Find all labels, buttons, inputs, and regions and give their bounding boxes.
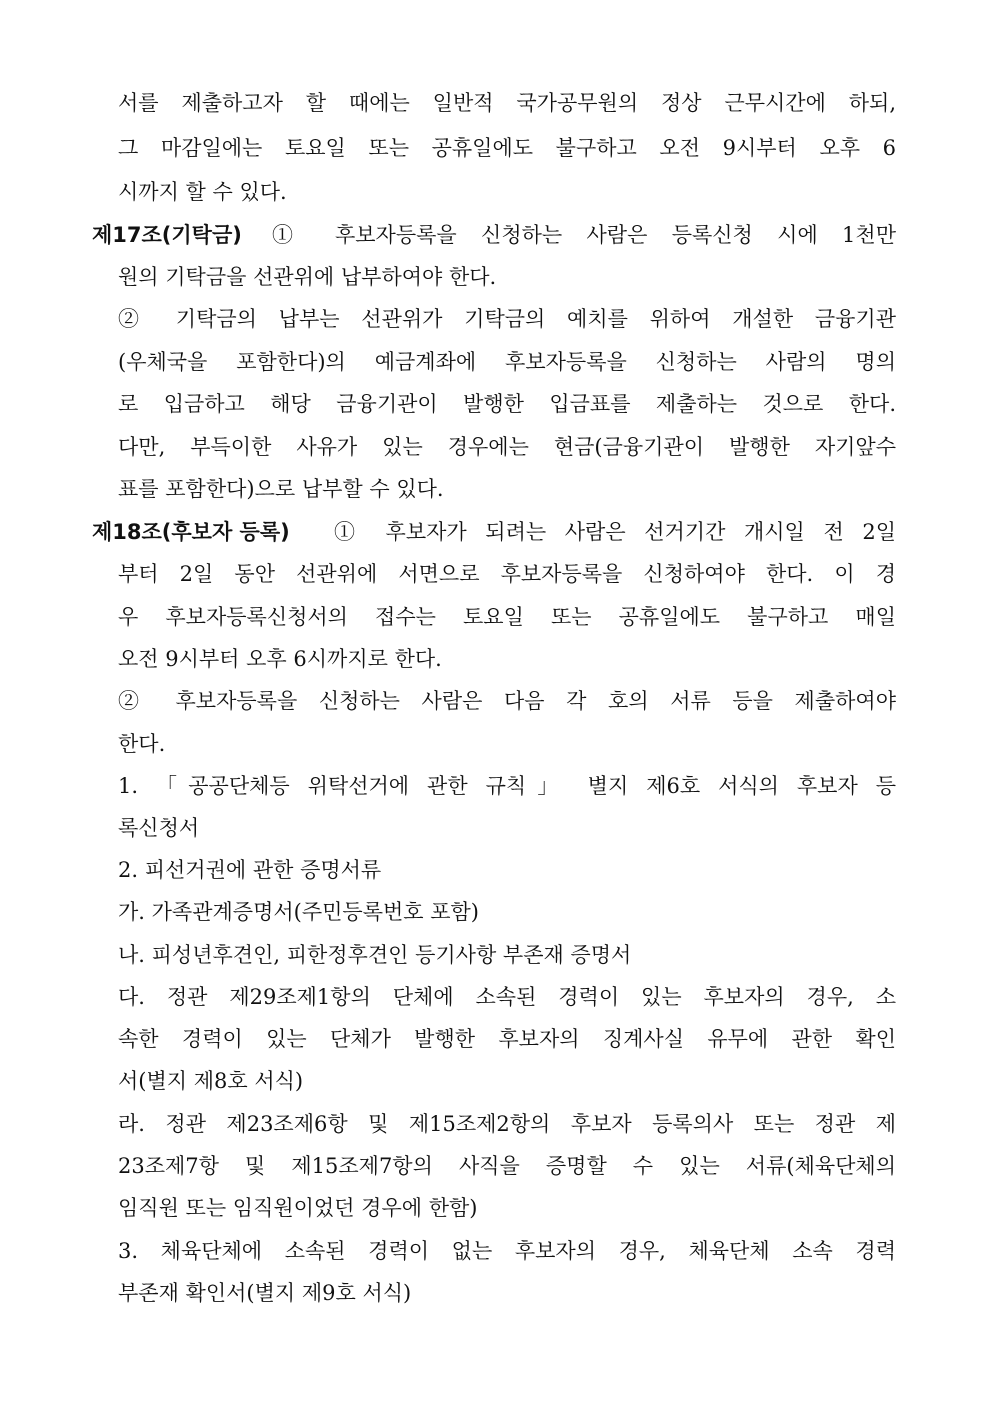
item-2-na: 나. 피성년후견인, 피한정후견인 등기사항 부존재 증명서	[118, 943, 632, 967]
article-18-heading: 제18조(후보자 등록)	[92, 520, 290, 544]
item-1-line-1: 1. 「공공단체등 위탁선거에 관한 규칙」 별지 제6호 서식의 후보자 등	[118, 774, 896, 798]
article-17-para2-line4: 다만, 부득이한 사유가 있는 경우에는 현금(금융기관이 발행한 자기앞수	[118, 435, 896, 459]
article-17-para2-line2: (우체국을 포함한다)의 예금계좌에 후보자등록을 신청하는 사람의 명의	[118, 350, 896, 374]
article-18-para1-line1: ① 후보자가 되려는 사람은 선거기간 개시일 전 2일	[334, 520, 896, 544]
item-3-line-2: 부존재 확인서(별지 제9호 서식)	[118, 1281, 412, 1305]
article-18-para2-line2: 한다.	[118, 732, 166, 756]
article-18-para2-line1: ② 후보자등록을 신청하는 사람은 다음 각 호의 서류 등을 제출하여야	[118, 689, 896, 713]
article-17-para1-line2: 원의 기탁금을 선관위에 납부하여야 한다.	[118, 265, 497, 289]
article-18-para1-line2: 부터 2일 동안 선관위에 서면으로 후보자등록을 신청하여야 한다. 이 경	[118, 562, 896, 586]
item-3-line-1: 3. 체육단체에 소속된 경력이 없는 후보자의 경우, 체육단체 소속 경력	[118, 1239, 896, 1263]
article-17-heading: 제17조(기탁금)	[92, 223, 242, 247]
article-17-para1-line1: ① 후보자등록을 신청하는 사람은 등록신청 시에 1천만	[272, 223, 896, 247]
article-18-para1-line4: 오전 9시부터 오후 6시까지로 한다.	[118, 647, 442, 671]
item-2-ra-line-1: 라. 정관 제23조제6항 및 제15조제2항의 후보자 등록의사 또는 정관 제	[118, 1112, 896, 1136]
article-17-para2-line3: 로 입금하고 해당 금융기관이 발행한 입금표를 제출하는 것으로 한다.	[118, 392, 896, 416]
intro-line-2: 그 마감일에는 토요일 또는 공휴일에도 불구하고 오전 9시부터 오후 6	[118, 136, 896, 160]
item-1-line-2: 록신청서	[118, 816, 200, 840]
item-2-ra-line-2: 23조제7항 및 제15조제7항의 사직을 증명할 수 있는 서류(체육단체의	[118, 1154, 896, 1178]
article-17-para2-line1: ② 기탁금의 납부는 선관위가 기탁금의 예치를 위하여 개설한 금융기관	[118, 307, 896, 331]
intro-line-3: 시까지 할 수 있다.	[118, 180, 287, 204]
item-2: 2. 피선거권에 관한 증명서류	[118, 858, 382, 882]
item-2-ga: 가. 가족관계증명서(주민등록번호 포함)	[118, 900, 479, 924]
item-2-ra-line-3: 임직원 또는 임직원이었던 경우에 한함)	[118, 1196, 478, 1220]
item-2-da-line-3: 서(별지 제8호 서식)	[118, 1069, 304, 1093]
article-17-para2-line5: 표를 포함한다)으로 납부할 수 있다.	[118, 477, 444, 501]
article-18-para1-line3: 우 후보자등록신청서의 접수는 토요일 또는 공휴일에도 불구하고 매일	[118, 605, 896, 629]
item-2-da-line-2: 속한 경력이 있는 단체가 발행한 후보자의 징계사실 유무에 관한 확인	[118, 1027, 896, 1051]
intro-line-1: 서를 제출하고자 할 때에는 일반적 국가공무원의 정상 근무시간에 하되,	[118, 91, 896, 115]
item-2-da-line-1: 다. 정관 제29조제1항의 단체에 소속된 경력이 있는 후보자의 경우, 소	[118, 985, 896, 1009]
